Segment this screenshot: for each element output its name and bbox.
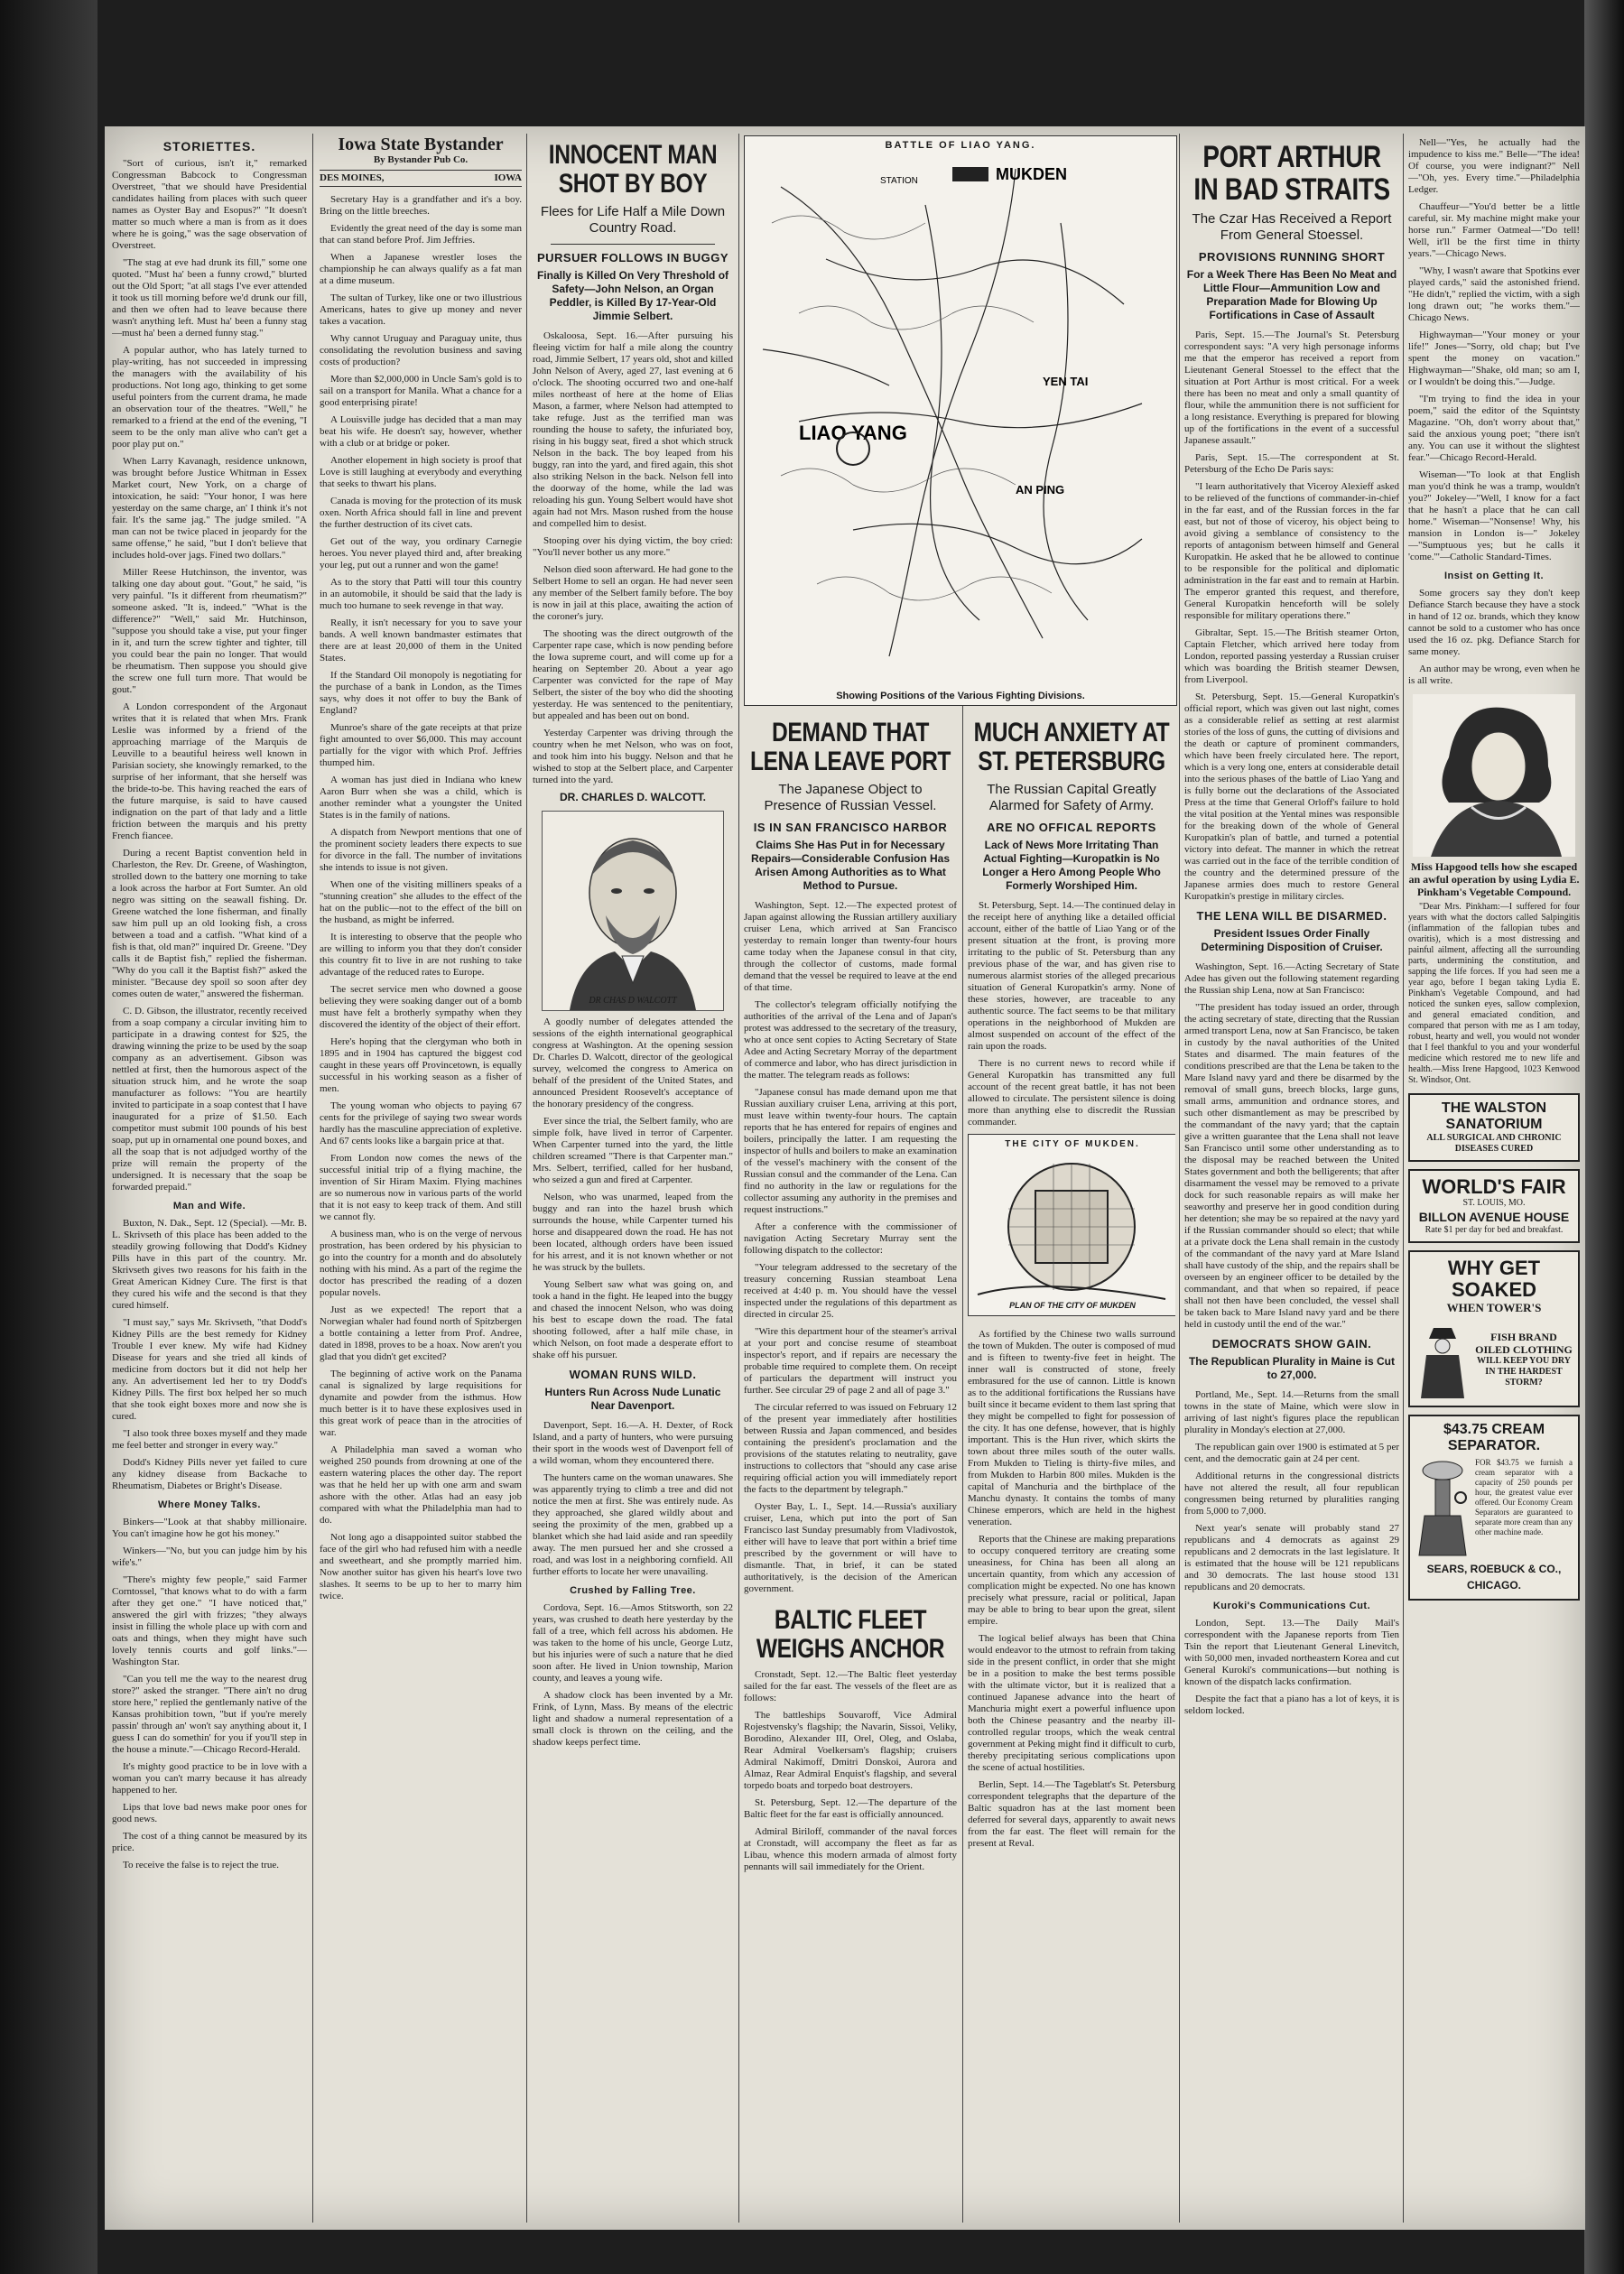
article-paragraph: Yesterday Carpenter was driving through the country when he met Nelson, who was on foot, and took him into his buggy. Nelson and that he wished to stop at the Selbert place, and Carpenter turned into the yard. [533,728,733,785]
st-petersburg-body [968,900,1175,1128]
article-paragraph: Washington, Sept. 16.—Acting Secretary of State Adee has given out the following statement regarding the Russian ship Lena, now at San Francisco: [1184,961,1399,996]
mukden-city-plan [968,1134,1175,1316]
column-storiettes [112,137,307,2219]
democrats-body [1184,1389,1399,1593]
article-paragraph: Munroe's share of the gate receipts at that prize fight amounted to over $6,000. This may account partially for the vigor with which Prof. Jeffries thumped him. [320,722,522,768]
deck-port-arthur: The Czar Has Received a Report From General Stoessel. [1192,211,1392,243]
port-arthur-body [1184,329,1399,903]
article-paragraph: The young woman who objects to paying 67 cents for the privilege of saying two swear words hardly has the masculine appreciation of expletive. And 67 cents looks like a bargain price at that. [320,1100,522,1146]
separator-machine-icon [1415,1458,1470,1557]
article-paragraph: To receive the false is to reject the true. [123,1860,280,1870]
walston-title: THE WALSTON SANATORIUM [1441,1100,1547,1132]
article-paragraph: Nell—"Yes, he actually had the impudence to kiss me." Belle—"The idea! Of course, you were indignant?" Nell—"Oh, yes. Every time."—Philadelphia Ledger. [1408,137,1580,195]
article-paragraph: Davenport, Sept. 16.—A. H. Dexter, of Rock Island, and a party of hunters, who were pursuing their sport in the woods west of Davenport fell of a wild woman, whom they encountered there. [533,1420,733,1466]
pinkham-headline: Miss Hapgood tells how she escaped an awful operation by using Lydia E. Pinkham's Vegetable Compound. [1408,860,1580,898]
article-paragraph: Despite the fact that a piano has a lot of keys, it is seldom locked. [1184,1694,1399,1716]
deck2-st-petersburg: Lack of News More Irritating Than Actual Fighting—Kuropatkin is No Longer a Hero Among People Who Formerly Worshiped Him. [982,839,1161,892]
worlds-fair-sub: ST. LOUIS, MO. [1462,1198,1526,1208]
towers-body [1415,1319,1573,1400]
article-paragraph: Gibraltar, Sept. 15.—The British steamer Orton, Captain Fletcher, which arrived here today from London, reported passing yesterday a Russian cruiser which was boarding the British steamer Dewsen, from Liverpool. [1184,627,1399,685]
dateline [320,170,522,187]
article-paragraph: "The stag at eve had drunk its fill," some one quoted. "Must ha' been a funny crowd," blurted out the Old Sport; "at all stags I've ever attended it took us till morning before we'd drunk our fill, and then we often had to leave because there wasn't anything left. Must ha' been a funny stag—must ha' been a derned funny stag." [112,257,307,339]
kuroki-body [1184,1618,1399,1717]
article-paragraph: St. Petersburg, Sept. 15.—General Kuropatkin's official report, which was given out last night, comes as a considerable relief as setting at rest alarmist stories of the loss of guns, the cutting of divisions and the death or capture of prominent commanders, which have been freely circulated here. The report, which is a very long one, enters at considerable detail into the serious phases of the battle of Liao Yang and is fully borne out the declarations of the Associated Press at the time that General Orloff's failure to hold the vital position at the Yental mines was responsible for the breaking down of the whole of General Kuropatkin's plan of battle, and turned a potential victory into defeat. The manner in which the retreat was carried out in the face of the terrible condition of the country and the determined pressure of the Japanese armies does much to restore General Kuropatkin's prestige in military circles. [1184,691,1399,902]
subhead-pursuer: PURSUER FOLLOWS IN BUGGY [536,251,729,265]
article-paragraph: Miller Reese Hutchinson, the inventor, was talking one day about gout. "Gout," he said, "is very painful. "Is it different from rheumatism?" someone asked. "It is, indeed." "What is the difference?" "Well," said Mr. Hutchinson, "suppose you should take a vise, put your finger in it, and turn the screw tighter and tighter, till you could bear the pain no longer. That would be rheumatism. Then suppose you should give the screw one full turn more. That would be gout." [112,567,307,695]
article-paragraph: "There's mighty few people," said Farmer Corntossel, "that knows what to do with a farm after they get one." "I have noticed that," answered the girl with frizzes; "they always insist in filling the whole place up with corn and oats and things, when they might have such lovely tennis courts and golf links."—Washington Star. [112,1574,307,1667]
article-paragraph: "I'm trying to find the idea in your poem," said the editor of the Squintsty Magazine. "Oh, don't worry about that," said the anxious young poet; "there isn't any. You can use it without the slightest fear."—Chicago Record-Herald. [1408,394,1580,463]
headline-lena: DEMAND THAT LENA LEAVE PORT [749,718,951,776]
sears-name: SEARS, ROEBUCK & CO., CHICAGO. [1426,1563,1562,1592]
column-rule [312,134,313,2223]
mukden-plan-wrapper [968,1134,1175,1323]
article-paragraph: The circular referred to was issued on February 12 of the present year immediately after hostilities between Russia and Japan commenced, and besides containing the president's proclamation and the provisions of the statutes relating to neutrality, gave instructions to collectors that "should any case arise requiring official action you will immediately report the facts to the department by telegraph." [744,1402,957,1495]
article-paragraph: A Louisville judge has decided that a man may beat his wife. He doesn't say, however, whether with a club or at bridge or poker. [320,414,522,449]
map-caption: Showing Positions of the Various Fighting Divisions. [836,691,1085,701]
article-paragraph: Oskaloosa, Sept. 16.—After pursuing his fleeing victim for half a mile along the country road, Jimmie Selbert, 17 years old, shot and killed John Nelson of Avery, aged 27, last evening at 6 o'clock. The shooting occurred two and one-half miles northeast of here at the home of Elias Mason, a farmer, where Nelson had attempted to take refuge. Just as the terrified man was rounding the house to safety, the infuriated boy, rising in his buggy seat, fired a shot which struck Nelson in the back. The boy leaped from his buggy, ran into the yard, and fired again, this shot also striking Nelson in the back. Nelson fell into the doorway of the home, while the lad was reloading his gun. Young Selbert would have shot again had not Mrs. Mason rushed from the house and compelled him to desist. [533,330,733,529]
article-paragraph: Nelson, who was unarmed, leaped from the buggy and ran into the hazel brush which surrounds the house, while Carpenter turned his horse and disappeared down the road. He has not been located, although orders have been issued for his arrest, and it is not known whether or not he was struck by the bullets. [533,1192,733,1273]
article-paragraph: St. Petersburg, Sept. 14.—The continued delay in the receipt here of anything like a detailed official account, either of the battle of Liao Yang or of the present situation at the front, is proving more irritating to the public of St. Petersburg than any previous phase of the war, and has given rise to numerous alarmist stories of the alleged precarious situation of General Kuropatkin's army. None of these stories, however, are traceable to any authentic source. The fact seems to be that military operations in the neighborhood of Mukden are almost suspended on account of the effect of the rain upon the roads. [968,900,1175,1052]
column-rule [526,134,527,2223]
article-paragraph: There is no current news to record while if General Kuropatkin has transmitted any full account of the recent great battle, it has not been allowed to circulate. The persistent silence is doing more than anything else to discredit the Russian commander. [968,1058,1175,1128]
map-label-mukden: MUKDEN [996,165,1067,183]
deck-innocent-man: Flees for Life Half a Mile Down Country Road. [540,204,726,236]
woman-engraving [1413,694,1575,857]
jokes-body [1408,137,1580,563]
lena-body [744,900,957,1595]
towers-fish-brand-ad[interactable] [1408,1250,1580,1407]
article-paragraph: Binkers—"Look at that shabby millionaire. You can't imagine how he got his money." [112,1517,307,1539]
article-paragraph: When Larry Kavanagh, residence unknown, was brought before Justice Whitman in Essex Market court, New York, on a charge of intoxication, he said: "Your honor, I was here yesterday on the same charge, an' I think it's not fair. It's the same jag." The judge smiled. "A man can not be twice placed in jeopardy for the same offense," he said, "but I don't believe that includes hold-over jags. Fined two dollars." [112,456,307,561]
article-paragraph: Portland, Me., Sept. 14.—Returns from the small towns in the state of Maine, which were slow in arriving of last night's figures place the republican plurality in Monday's election at 27,000. [1184,1389,1399,1435]
baltic-fleet-body [744,1669,957,1873]
falling-tree-body [533,1602,733,1749]
headline-st-petersburg: MUCH ANXIETY AT ST. PETERSBURG [973,718,1170,776]
article-paragraph: Secretary Hay is a grandfather and it's a boy. Bring on the little breeches. [320,194,522,217]
insist-body [1408,588,1580,687]
column-innocent-man [533,137,733,2219]
article-paragraph: "Wire this department hour of the steamer's arrival at your port and concise resume of steamboat inspector's report, and if repairs are necessary the probable time required to complete them. On receipt of particulars the department will instruct you further. See circular 29 of page 2 and all of page 3." [744,1326,957,1396]
subhead-woman-runs-wild: WOMAN RUNS WILD. [569,1368,697,1381]
deck-democrats: The Republican Plurality in Maine is Cut to 27,000. [1188,1355,1396,1381]
article-paragraph: "I also took three boxes myself and they made me feel better and stronger in every way." [112,1428,307,1451]
article-paragraph: The collector's telegram officially notifying the authorities of the arrival of the Lena and of Japan's protest was addressed to the secretary of the treasury, who at once sent copies to Acting Secretary of State Adee and Acting Secretary Morray of the department of commerce and labor, who has direct jurisdiction in the matter. The telegram reads as follows: [744,999,957,1081]
deck-st-petersburg: The Russian Capital Greatly Alarmed for Safety of Army. [987,782,1156,813]
right-page-edge [1584,0,1624,2274]
article-paragraph: Get out of the way, you ordinary Carnegie heroes. You never played third and, after breaking your leg, put out a runner and won the game! [320,536,522,571]
billon-title: BILLON AVENUE HOUSE [1418,1210,1570,1224]
subhead-falling-tree: Crushed by Falling Tree. [570,1585,696,1596]
article-paragraph: The sultan of Turkey, like one or two illustrious Americans, hates to give up money and never takes a vacation. [320,292,522,327]
deck-lena-disarmed: President Issues Order Finally Determining Disposition of Cruiser. [1201,927,1383,953]
where-money-talks-heading: Where Money Talks. [158,1499,261,1510]
article-paragraph: The battleships Souvaroff, Vice Admiral Rojestvensky's flagship; the Navarin, Sissoi, Veliky, Borodino, Alexander III, Orel, Oleg, and Oslaba, Rear Admiral Voelkersam's flagship; cruisers Admiral Nakimoff, Dmitri Donskoi, Aurora and Almaz, Rear Admiral Enquist's flagship, and several torpedo boats and torpedo boat destroyers. [744,1710,957,1791]
article-paragraph: The hunters came on the woman unawares. She was apparently trying to climb a tree and did not notice the men at first. She was entirely nude. As they approached, she glared wildly about and seeing the proximity of the men, grabbed up a blanket which she had laid aside and ran speedily away. The men pursued her and she crossed a road, and was lost in a neighboring cornfield. All further efforts to locate her were unavailing. [533,1472,733,1577]
worlds-fair-title: WORLD'S FAIR [1422,1175,1566,1198]
subhead-insist: Insist on Getting It. [1443,571,1545,581]
article-paragraph: It is interesting to observe that the people who are willing to inform you that they don't consider this country fit to live in are not rushing to take advantage of the reduced rates to Europe. [320,932,522,978]
subhead-provisions: PROVISIONS RUNNING SHORT [1198,250,1386,264]
walcott-portrait [542,811,724,1011]
subhead-san-francisco: IS IN SAN FRANCISCO HARBOR [753,821,948,834]
article-paragraph: From London now comes the news of the successful initial trip of a flying machine, the invention of Sir Hiram Maxim. Flying machines are so numerous now in various parts of the world that it is not easy to keep track of them. And still we cannot fly. [320,1153,522,1222]
column-ads [1408,137,1580,2219]
column-port-arthur [1184,137,1399,2219]
article-paragraph: Additional returns in the congressional districts have not altered the result, all four republican congressmen being returned by pluralities ranging from 5,000 to 7,000. [1184,1471,1399,1517]
pinkham-body: "Dear Mrs. Pinkham:—I suffered for four years with what the doctors called Salpingitis (inflammation of the fallopian tubes and ovaritis), which is a most distressing and painful ailment, affecting all the surrounding parts, undermining the constitution, and sapping the life forces. If you had seen me a year ago, before I began taking Lydia E. Pinkham's Vegetable Compound, and had noticed the sunken eyes, sallow complexion, and general emaciated condition, and compared that person with me as I am today, robust, hearty and well, you would not wonder that I feel thankful to you and your wonderful medicine which restored me to new life and health.—Miss Irene Hapgood, 1023 Kenwood St. Windsor, Ont. [1408,902,1580,1085]
billon-sub: Rate $1 per day for bed and breakfast. [1424,1225,1564,1235]
woman-runs-wild-body [533,1420,733,1578]
editorial-paragraphs [320,194,522,1602]
column-lena [744,715,957,2219]
city-plan-drawing [969,1150,1174,1304]
city-plan-title: THE CITY OF MUKDEN. [1005,1139,1140,1149]
article-paragraph: Young Selbert saw what was going on, and took a hand in the fight. He leaped into the buggy and chased the innocent Nelson, who was doing his best to escape down the road. The fatal shooting followed, after a half mile chase, in which Nelson, on foot made a desperate effort to shake off his pursuer. [533,1279,733,1360]
innocent-man-body [533,330,733,786]
article-paragraph: Here's hoping that the clergyman who both in 1895 and in 1904 has captured the biggest cod caught in these years off Provincetown, is equally successful in his working season as a fisher of men. [320,1036,522,1094]
article-paragraph: A dispatch from Newport mentions that one of the prominent society leaders there expects to sue for divorce in the fall. The number of invitations she intends to issue is not given. [320,827,522,873]
separator-body: FOR $43.75 we furnish a cream separator with a capacity of 250 pounds per hour, the greatest value ever offered. Our Economy Cream Separators are guaranteed to separate more cream than any other machine made. [1475,1458,1573,1536]
article-paragraph: A London correspondent of the Argonaut writes that it is related that when Mrs. Frank Leslie was informed by a friend of the approaching marriage of the Marquis de Leuville to a beautiful heiress well known in Parisian society, she knowingly remarked, to the surprise of her informant, that she herself was the bride-to-be. This having reached the ears of the future marquise, is said to have caused indignation on the part of that lady and a little friction between the marquis and his pretty French fiancee. [112,701,307,841]
walcott-body [533,1016,733,1361]
towers-line-3: WILL KEEP YOU DRY IN THE HARDEST STORM? [1476,1356,1572,1388]
article-paragraph: Not long ago a disappointed suitor stabbed the face of the girl who had refused him with a needle and sweetheart, and she promptly married him. Now another suitor has given his heart's love two slashes. It seems to be up to her to marry him twice. [320,1532,522,1601]
map-label-liaoyang: LIAO YANG [799,422,907,444]
article-paragraph: Dodd's Kidney Pills never yet failed to cure any kidney disease from Backache to Rheumatism, Diabetes or Bright's Disease. [112,1457,307,1491]
masthead: Iowa State Bystander [338,137,504,154]
article-paragraph: "I must say," says Mr. Skrivseth, "that Dodd's Kidney Pills are the best remedy for Kidney Trouble I ever knew. My wife had Kidney Disease for years and she tried all kinds of medicine from doctors but it did not help her any. An advertisement led her to try Dodd's Kidney Pills. The first box helped her so much that she took eight boxes more and now she is cured. [112,1317,307,1422]
article-paragraph: Paris, Sept. 15.—The correspondent at St. Petersburg of the Echo De Paris says: [1184,452,1399,475]
article-paragraph: Evidently the great need of the day is some man that can stand before Prof. Jim Jeffries. [320,223,522,246]
towers-line-2: FISH BRAND OILED CLOTHING [1475,1331,1573,1356]
article-paragraph: A popular author, who has lately turned to play-writing, has not succeeded in impressing the managers with the availability of his productions. Not long ago, thinking to get some useful pointers from the current drama, he made an observation tour of the theatres. "Well," he remarked to a friend at the end of the evening, "I seem to be the only man alive who can't get a poor play put on." [112,345,307,450]
article-paragraph: Really, it isn't necessary for you to save your bands. A well known bandmaster estimates that there are at least 20,000 of them in the United States. [320,617,522,664]
separator-title: $43.75 CREAM SEPARATOR. [1443,1422,1545,1453]
newspaper-page [105,126,1585,2230]
publisher-line: By Bystander Pub Co. [373,154,469,165]
headline-innocent-man: INNOCENT MAN SHOT BY BOY [548,140,718,199]
article-paragraph: Some grocers say they don't keep Defiance Starch because they have a stock in hand of 12 oz. brands, which they know cannot be sold to a customer who has once used the 16 oz. pkg. Defiance Starch for same money. [1408,588,1580,657]
article-paragraph: After a conference with the commissioner of navigation Acting Secretary Murray sent the following dispatch to the collector: [744,1221,957,1256]
article-paragraph: The shooting was the direct outgrowth of the Carpenter rape case, which is now pending before the Iowa supreme court, and will come up for a hearing on September 20. About a year ago Carpenter was convicted for the rape of May Selbert, the sister of the boy who did the shooting yesterday. He was sentenced to the penitentiary, but appealed and has been out on bond. [533,628,733,721]
column-editorial [320,137,522,2219]
column-rule [1179,134,1180,2223]
article-paragraph: Reports that the Chinese are making preparations to occupy conquered territory are creating some uneasiness, for China has been all along an uncertain quantity, from which any accession of complication might be expected. No one has known precisely what pressure, racial or political, Japan may be able to bring to bear upon the great, silent empire. [968,1534,1175,1627]
headline-baltic-fleet: BALTIC FLEET WEIGHS ANCHOR [756,1605,945,1664]
article-paragraph: Chauffeur—"You'd better be a little careful, sir. My machine might make your horse run." Farmer Oatmeal—"Do tell! Well, it'll be the first time in thirty years."—Chicago News. [1408,201,1580,259]
article-paragraph: A goodly number of delegates attended the sessions of the eighth international geographical congress at Washington. At the opening session Dr. Charles D. Walcott, director of the geological survey, welcomed the congress to America on behalf of the president of the United States, and announced President Roosevelt's acceptance of the honorary presidency of the congress. [533,1016,733,1109]
article-paragraph: "Can you tell me the way to the nearest drug store?" asked the stranger. "There ain't no drug store here," replied the gentlemanly native of the Kansas prohibition town, "but if you're merely passin' through an' won't say anything about it, I guess I can do somethin' for you if you'll step in the house a minute."—Chicago Record-Herald. [112,1674,307,1755]
subhead-kuroki: Kuroki's Communications Cut. [1212,1601,1371,1611]
article-paragraph: The beginning of active work on the Panama canal is signalized by large requisitions for dynamite and powder from the isthmus. How much better is it to have these explosives used in this great work of peace than in the atrocities of war. [320,1369,522,1438]
subhead-democrats: DEMOCRATS SHOW GAIN. [1211,1337,1372,1350]
article-paragraph: Why cannot Uruguay and Paraguay unite, thus consolidating the revolution business and saving costs of production? [320,333,522,367]
article-paragraph: Oyster Bay, L. I., Sept. 14.—Russia's auxiliary cruiser, Lena, which put into the port of San Francisco last Sunday presumably from Vladivostok, either will have to leave that port within a brief time prescribed by the government or will have to dismantle. That, in brief, it can be stated authoritatively, is the decision of the American government. [744,1501,957,1594]
article-paragraph: Washington, Sept. 12.—The expected protest of Japan against allowing the Russian artillery auxiliary cruiser Lena, which arrived at San Francisco yesterday to remain longer than twenty-four hours came today when the Japanese consul in that city, through the collector of customs, made formal demand that the vessel be required to leave at the end of that time. [744,900,957,993]
deck2-lena: Claims She Has Put in for Necessary Repairs—Considerable Confusion Has Arisen Among Authorities as to What Method to Pursue. [750,839,951,892]
man-and-wife-body [112,1218,307,1492]
article-paragraph: If the Standard Oil monopoly is negotiating for the purchase of a bank in London, as the Times says, why does it not offer to buy the Bank of England? [320,670,522,716]
left-page-edge [0,0,97,2274]
article-paragraph: Winkers—"No, but you can judge him by his wife's." [112,1545,307,1568]
article-paragraph: London, Sept. 13.—The Daily Mail's correspondent with the Japanese reports from Tien Tsin the report that Lieutenant General Linevitch, with 50,000 men, invaded northeastern Korea and cut General Kuroki's communications—but nothing is known of the dispatch lacks confirmation. [1184,1618,1399,1687]
storiettes-body [112,158,307,1193]
article-paragraph: Stooping over his dying victim, the boy cried: "You'll never bother us any more." [533,535,733,558]
column-rule [962,704,963,2223]
headline-port-arthur: PORT ARTHUR IN BAD STRAITS [1193,140,1390,207]
article-paragraph: A Philadelphia man saved a woman who weighed 250 pounds from drowning at one of the eastern watering places the other day. The report was that he held her up with one arm and swam ashore with the other. Atlas had an easy job compared with what the Philadelphia man had to do. [320,1444,522,1526]
dateline-state: IOWA [494,172,522,183]
article-paragraph: More than $2,000,000 in Uncle Sam's gold is to sail on a transport for Manila. What a chance for a good enterprising pirate! [320,374,522,408]
article-paragraph: The secret service men who downed a goose believing they were soaking danger out of a bomb must have felt a brotherly sympathy when they discovered the identity of the object of their effort. [320,984,522,1030]
article-paragraph: When a Japanese wrestler loses the championship he can always qualify as a fat man at a dime museum. [320,252,522,286]
article-paragraph: When one of the visiting milliners speaks of a "stunning creation" she alludes to the effect of the hat on the public—not to the effect of the bill on the husband, as might be inferred. [320,879,522,925]
article-paragraph: Cronstadt, Sept. 12.—The Baltic fleet yesterday sailed for the far east. The vessels of the fleet are as follows: [744,1669,957,1703]
article-paragraph: As to the story that Patti will tour this country in an automobile, it should be said that the lady is much too humane to seek revenge in that way. [320,577,522,611]
article-paragraph: The logical belief always has been that China would endeavor to the utmost to refrain from taking side in the present conflict, in order that she might be in a position to make the best terms possible with the ultimate victor, but it is realized that a continued Japanese advance into the heart of Manchuria might exert a powerful influence upon both the Chinese peasantry and the nearby ill-controlled regular troops, which the weak central government at Peking might find it difficult to curb, thereby precipitating serious complications upon the scene of actual hostilities. [968,1633,1175,1773]
storiettes-heading: STORIETTES. [162,139,256,153]
article-paragraph: Just as we expected! The report that a Norwegian whaler had found north of Spitzbergen a bottle containing a letter from Prof. Andree, dated in 1898, proves to be a hoax. Now aren't you glad that you didn't get excited? [320,1304,522,1362]
article-paragraph: As fortified by the Chinese two walls surround the town of Mukden. The outer is composed of mud and is fifteen to twenty-five feet in height. The inner wall is constructed of stone, freely embrasured for the use of cannon. Little is known as to the additional fortifications the Russians have built since it became evident to them last spring that they might be compelled to fight for possession of the city. It has one defense, however, that is highly important. This is the Hun river, which skirts the town about three miles south of the outer walls. From Mukden to Tieling is thirty-five miles, and from Mukden to Harbin 800 miles. Mukden is the capital of Manchuria and the birthplace of the Manchu dynasty. It contains the tombs of many Chinese emperors, which are held in the highest veneration. [968,1329,1175,1527]
article-paragraph: A business man, who is on the verge of nervous prostration, has been ordered by his physician to go into the country for a month and do absolutely nothing with his mind. As a part of the regime the doctor has prescribed the reading of a dozen popular novels. [320,1229,522,1298]
article-paragraph: During a recent Baptist convention held in Charleston, the Rev. Dr. Greene, of Washington, strolled down to the battery one morning to take a look across the harbor at Fort Sumter. An old negro was sitting on the seawall fishing. Dr. Greene watched the lone fisherman, and finally saw him pull up an old looking fish, a cross between a toad and a catfish. "What kind of a fish is that, old man?" inquired Dr. Greene. "Dey calls it de Baptist fish," replied the fisherman. "Why do you call it the Baptist fish?" asked the minister. "Because dey spoil so soon after dey comes outen de water," answered the fisherman. [112,848,307,999]
deck2-port-arthur: For a Week There Has Been No Meat and Little Flour—Ammunition Low and Preparation Made for Blowing Up Fortifications in Case of Assault [1186,268,1397,321]
lena-disarmed-body [1184,961,1399,1331]
article-paragraph: Ever since the trial, the Selbert family, who are simple folk, have lived in terror of Carpenter. When Carpenter turned into the yard, the little children screamed "There is that Carpenter man." Mrs. Selbert, terrified, called for her husband, who seized a gun and fired at Carpenter. [533,1116,733,1185]
fisherman-icon [1415,1319,1470,1400]
map-title: BATTLE OF LIAO YANG. [885,140,1036,151]
article-paragraph: Canada is moving for the protection of its musk oxen. North Africa should fall in line and prevent the further destruction of its civet cats. [320,496,522,530]
article-paragraph: Admiral Biriloff, commander of the naval forces at Cronstadt, will accompany the fleet as far as Libau, whence this modern armada of almost forty pennants will sail immediately for the Orient. [744,1826,957,1872]
article-paragraph: It's mighty good practice to be in love with a woman you can't marry because it has already happened to her. [112,1761,307,1796]
article-paragraph: Paris, Sept. 15.—The Journal's St. Petersburg correspondent says: "A very high personage informs me that the emperor has received a report from Lieutenant General Stoessel to the effect that the situation at Port Arthur is most critical. For a week there has been no meat and only a small quantity of flour, while the ammunition there is not sufficient for a long resistance. Everything is prepared for blowing up of the fortifications in the event of a successful Japanese assault." [1184,329,1399,446]
where-money-talks-body [112,1517,307,1871]
pinkham-illustration [1413,694,1575,857]
article-paragraph: Wiseman—"To look at that English man you'd think he was a tramp, wouldn't you?" Jokeley—"Well, I know for a fact that he hasn't a place that he can call home." Wiseman—"Nonsense! Why, his mansion in London is—" Jokeley—"Sumptuous yes; but he calls it 'come.'"—Catholic Standard-Times. [1408,469,1580,562]
column-rule [1403,134,1404,2223]
battle-map [744,135,1177,706]
article-paragraph: A woman has just died in Indiana who knew Aaron Burr when she was a child, which is another reminder what a youngster the United States is in the family of nations. [320,775,522,821]
map-label-yentai: YEN TAI [1043,375,1089,388]
article-paragraph: The republican gain over 1900 is estimated at 5 per cent, and the democratic gain at 24 per cent. [1184,1442,1399,1464]
article-paragraph: C. D. Gibson, the illustrator, recently received from a soap company a circular inviting him to participate in a drawing contest for $25, the drawing winning the prize to be used by the soap company as an advertisement. Gibson was nettled at first, then the humorous aspect of the situation struck him, and he wrote the soap manufacturer as follows: "You are heartily invited to participate in a soap contest that I have inaugurated for a prize of $1.50. Each competitor must submit 100 pounds of his best soap, put up in ornamental one pound boxes, and all the soap that is not adjudged worthy of the prize will remain the property of the undersigned. It is necessary that the soap be forwarded prepaid." [112,1006,307,1193]
city-plan-caption: PLAN OF THE CITY OF MUKDEN [1009,1301,1136,1310]
article-paragraph: Nelson died soon afterward. He had gone to the Selbert Home to sell an organ. He had never seen any member of the Selbert family before. The boy is now in jail at this place, awaiting the action of the coroner's jury. [533,564,733,622]
separator-body-row [1415,1458,1573,1557]
article-paragraph: The cost of a thing cannot be measured by its price. [112,1831,307,1853]
deck-woman-runs-wild: Hunters Run Across Nude Lunatic Near Davenport. [544,1386,721,1412]
article-paragraph: Another elopement in high society is proof that Love is still laughing at everybody and everything that seeks to thwart his plans. [320,455,522,489]
deck-lena: The Japanese Object to Presence of Russian Vessel. [764,782,937,813]
dateline-city: DES MOINES, [320,172,385,183]
column-st-petersburg [968,715,1175,2219]
article-paragraph: St. Petersburg, Sept. 12.—The departure of the Baltic fleet for the far east is officially announced. [744,1797,957,1820]
subhead-lena-disarmed: THE LENA WILL BE DISARMED. [1196,909,1387,923]
article-paragraph: "Japanese consul has made demand upon me that Russian auxiliary cruiser Lena, arriving at this port, must leave within twenty-four hours. The captain reports that he has entered for repairs of engines and boilers, principally the latter. I am requesting the inspector of hulls and boilers to make an examination of the vessel's machinery with the consent of the Russian consul and the commander of the Lena. Can find no authority in the law or regulations for the collector assuming any authority in the premises and request instructions." [744,1087,957,1215]
article-paragraph: "Your telegram addressed to the secretary of the treasury concerning Russian steamboat Lena received at 4:40 p. m. You should have the vessel inspected under the regulations of this department as directed in circular 25. [744,1262,957,1320]
article-paragraph: Next year's senate will probably stand 27 republicans and 4 democrats as against 29 republicans and 2 democrats in the last legislature. It is estimated that the house will be 121 republicans and 30 democrats. The last house stood 131 republicans and 20 democrats. [1184,1523,1399,1592]
portrait-signature: DR CHAS D WALCOTT [589,996,677,1006]
worlds-fair-ad[interactable] [1408,1169,1580,1243]
mukden-marker [952,167,988,181]
map-drawing [745,151,1174,674]
article-paragraph: "Sort of curious, isn't it," remarked Congressman Babcock to Congressman Overstreet, "that we should have Presidential candidates hailing from places with such queer names as Oyster Bay and Esopus?" "It doesn't matter so much where a man is from as it does where he is going," was the sage observation of Overstreet. [112,158,307,251]
mukden-body [968,1329,1175,1850]
map-label-station: STATION [880,176,918,186]
cream-separator-ad[interactable] [1408,1415,1580,1601]
portrait-engraving [543,812,723,1010]
man-and-wife-heading: Man and Wife. [172,1201,246,1211]
article-paragraph: "I learn authoritatively that Viceroy Alexieff asked to be relieved of the functions of commander-in-chief in the far east, and of the Russian forces in the far east, but not of those of viceroy, his object being to avoid giving a semblance of consistency to the reports of antagonism between himself and General Kuropatkin. He asked that he be allowed to continue to be responsible for the political and diplomatic administration in the far east and to remain at Harbin. The emperor granted this request, and therefore, General Kuropatkin henceforth will be solely responsible for military operations there." [1184,481,1399,621]
article-paragraph: "The president has today issued an order, through the acting secretary of state, directing that the Russian armed transport Lena, now at San Francisco, be taken in custody by the naval authorities of the United States and disarmed. The main features of the conditions prescribed are that the Lena be taken to the Mare Island navy yard and there be disarmed by the removal of small guns, breech blocks, large guns, small arms, ammunition and ordnance stores, and such other dismantlement as may be prescribed by the commandant of the navy yard; that the captain give a written guarantee that the Lena shall not leave San Francisco until some other understanding as to the disposal may be reached between the United States government and both the belligerents; that after disarmament the vessel may be removed to a private dock for such reasonable repairs as will make her seaworthy and preserve her in good condition during her detention; she may be so repaired at the navy yard if the Russian commander should so elect; that while at a private dock the Lena shall remain in the custody of the commandant of the navy yard at Mare Island shall have custody of the ship, and the repairs shall be overseen by an engineer officer to be detailed by the commandant, and that when so repaired, if peace shall not then have been concluded, the vessel shall be taken back to Mare Island navy yard and be there held in custody until the end of the war." [1184,1002,1399,1330]
towers-text [1475,1331,1573,1388]
subhead-no-reports: ARE NO OFFICAL REPORTS [987,821,1156,834]
article-paragraph: Buxton, N. Dak., Sept. 12 (Special). —Mr. B. L. Skrivseth of this place has been added to the steadily growing following that Dodd's Kidney Pills have in this part of the country. Mr. Skrivseth gives two reasons for his faith in the Great American Kidney Cure. The first is that they cured his wife and the second is that they cured himself. [112,1218,307,1311]
article-paragraph: "Why, I wasn't aware that Spotkins ever played cards," said the astonished friend. "He didn't," replied the victim, with a sigh long drawn out; "he works them."—Chicago News. [1408,265,1580,323]
article-paragraph: An author may be wrong, even when he is all write. [1408,664,1580,686]
article-paragraph: Cordova, Sept. 16.—Amos Stitsworth, son 22 years, was crushed to death here yesterday by the fall of a tree, which fell across his abdomen. He was taken to the home of his uncle, George Lutz, but his injuries were of such a nature that he died soon after. He lived in Union township, Marion county, and leaves a young wife. [533,1602,733,1684]
article-paragraph: Highwayman—"Your money or your life!" Jones—"Sorry, old chap; but I've spent the money on vacation." Highwayman—"Shake, old man; so am I, or I wouldn't be doing this."—Judge. [1408,329,1580,387]
portrait-caption: DR. CHARLES D. WALCOTT. [560,791,706,803]
article-paragraph: Berlin, Sept. 14.—The Tageblatt's St. Petersburg correspondent telegraphs that the departure of the Baltic squadron has at the last moment been deferred for several days, apparently to await news from the far east. The fleet will remain for the present at Reval. [968,1779,1175,1849]
map-label-anping: AN PING [1016,483,1065,497]
article-paragraph: Lips that love bad news make poor ones for good news. [112,1802,307,1824]
walston-sub: ALL SURGICAL AND CHRONIC DISEASES CURED [1426,1133,1562,1154]
soaked-title: WHY GET SOAKED [1447,1257,1541,1301]
divider [551,244,715,245]
article-paragraph: A shadow clock has been invented by a Mr. Frink, of Lynn, Mass. By means of the electric light and shadow a numeral representation of a small clock is thrown on the ceiling, and the shadow keeps perfect time. [533,1690,733,1748]
towers-line-1: WHEN TOWER'S [1446,1301,1542,1314]
walston-ad[interactable] [1408,1093,1580,1162]
column-rule [738,134,739,2223]
deck2-innocent-man: Finally is Killed On Very Threshold of Safety—John Nelson, an Organ Peddler, is Killed By 17-Year-Old Jimmie Selbert. [536,269,729,322]
